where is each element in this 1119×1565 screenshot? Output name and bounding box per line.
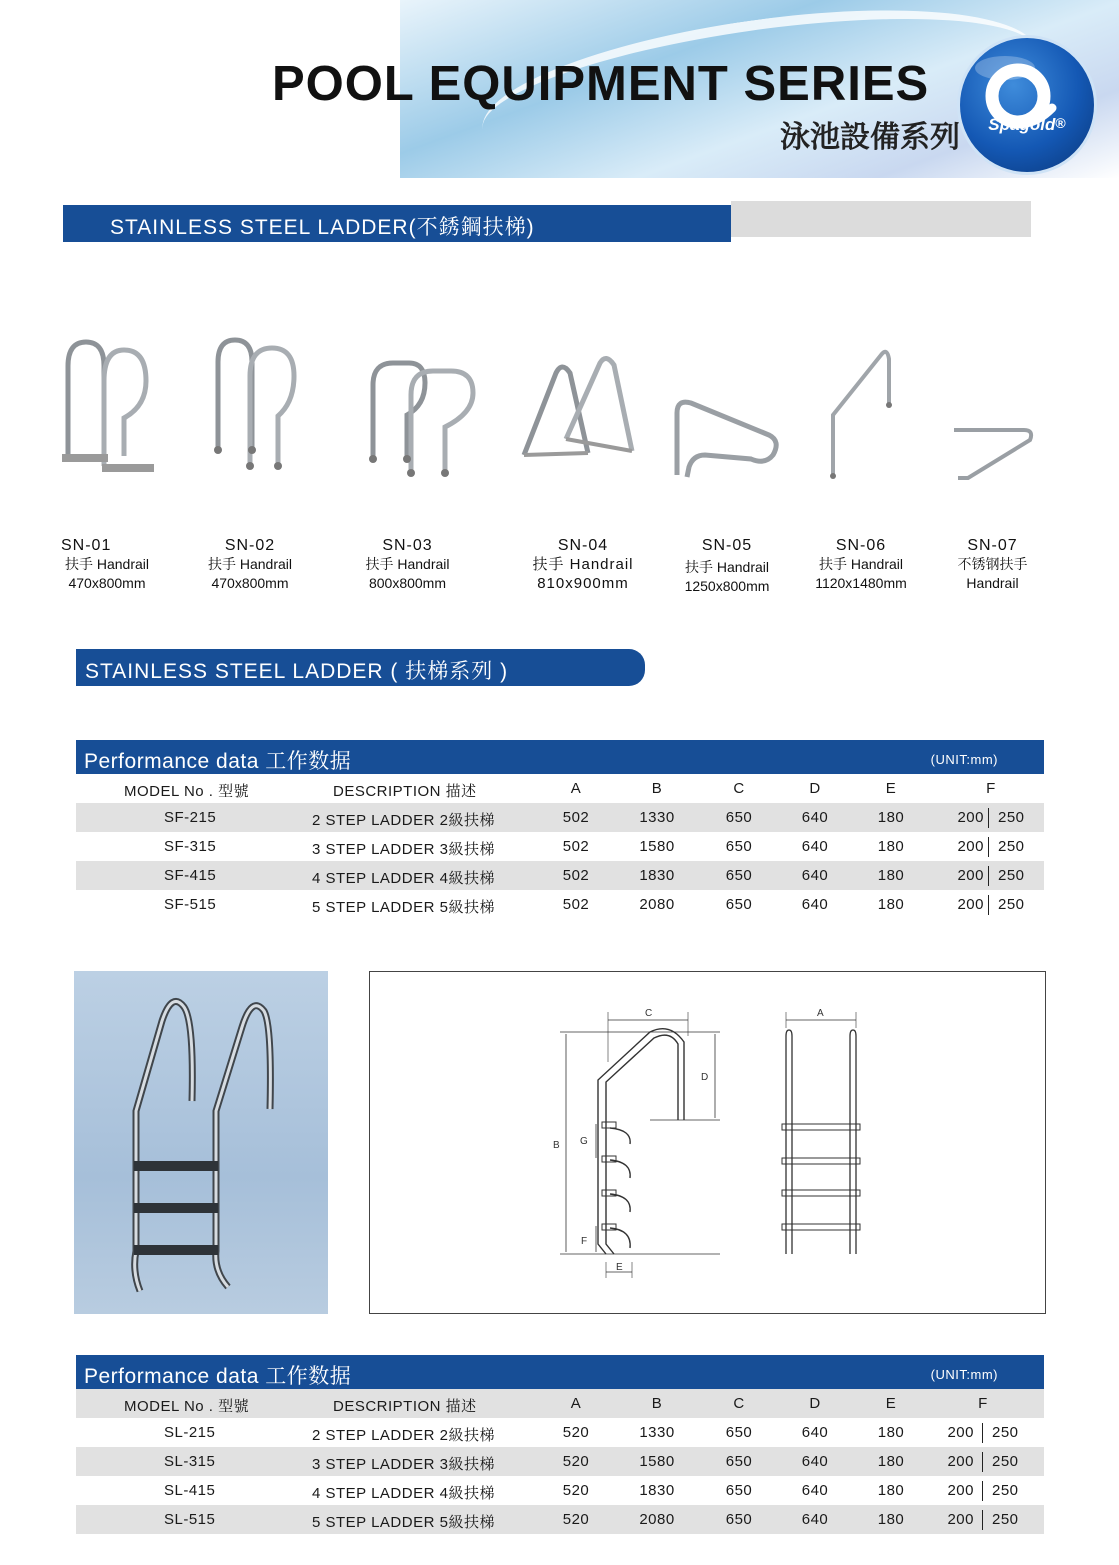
product-size: Handrail [966, 575, 1019, 591]
col-b: B [651, 780, 663, 797]
product-code: SN-07 [967, 537, 1018, 554]
cell-model: SF-215 [164, 809, 217, 826]
f-separator [982, 1452, 983, 1472]
product-desc: 扶手 Handrail [532, 556, 634, 573]
cell-b: 2080 [639, 1511, 675, 1528]
f-separator [988, 808, 989, 828]
cell-desc: 4 STEP LADDER 4級扶梯 [312, 870, 495, 887]
cell-f1: 200 [957, 838, 984, 855]
product-code: SN-01 [61, 537, 112, 554]
cell-e: 180 [877, 896, 905, 913]
product-label-sn05 [667, 536, 787, 596]
performance-table-sl [76, 1355, 1044, 1534]
f-separator [988, 837, 989, 857]
ladder-dimension-drawing [369, 971, 1046, 1314]
dim-label-b: B [553, 1140, 560, 1151]
product-label-sn03 [345, 536, 470, 593]
product-size: 1250x800mm [684, 578, 770, 594]
cell-c: 650 [725, 1453, 753, 1470]
product-image-sn01 [60, 336, 160, 486]
f-separator [982, 1481, 983, 1501]
cell-a: 520 [562, 1424, 590, 1441]
col-desc: DESCRIPTION 描述 [333, 1398, 477, 1415]
cell-desc: 3 STEP LADDER 3級扶梯 [312, 841, 495, 858]
cell-b: 1580 [639, 1453, 675, 1470]
cell-f2: 250 [992, 1424, 1019, 1441]
page-title: POOL EQUIPMENT SERIES [272, 57, 930, 111]
product-size: 470x800mm [68, 575, 146, 591]
cell-c: 650 [725, 838, 753, 855]
product-desc: 不锈钢扶手 [957, 556, 1028, 572]
cell-model: SF-315 [164, 838, 217, 855]
cell-desc: 5 STEP LADDER 5級扶梯 [312, 899, 495, 916]
f-separator [982, 1510, 983, 1530]
cell-c: 650 [725, 1511, 753, 1528]
col-e: E [885, 780, 897, 797]
col-f: F [986, 780, 996, 797]
cell-d: 640 [801, 809, 829, 826]
col-d: D [809, 1395, 821, 1412]
ladder-photo [74, 971, 328, 1314]
cell-e: 180 [877, 867, 905, 884]
cell-f2: 250 [998, 896, 1025, 913]
cell-b: 2080 [639, 896, 675, 913]
col-f: F [978, 1395, 988, 1412]
product-image-sn02 [210, 336, 310, 486]
col-c: C [733, 780, 745, 797]
section-title-ladders: STAINLESS STEEL LADDER ( 扶梯系列 ) [76, 649, 645, 686]
cell-f2: 250 [992, 1511, 1019, 1528]
product-size: 800x800mm [368, 575, 447, 591]
cell-c: 650 [725, 867, 753, 884]
col-c: C [733, 1395, 745, 1412]
cell-desc: 2 STEP LADDER 2級扶梯 [312, 1427, 495, 1444]
table-unit: (UNIT:mm) [930, 752, 998, 767]
table-row [76, 832, 1044, 861]
col-e: E [885, 1395, 897, 1412]
cell-b: 1830 [639, 867, 675, 884]
table-row [76, 803, 1044, 832]
product-image-sn07 [948, 420, 1038, 490]
cell-b: 1330 [639, 809, 675, 826]
product-code: SN-02 [224, 537, 276, 554]
performance-table-sf [76, 740, 1044, 919]
cell-d: 640 [801, 1424, 829, 1441]
col-d: D [809, 780, 821, 797]
section-bar-grey [731, 201, 1031, 237]
cell-a: 520 [562, 1482, 590, 1499]
cell-a: 520 [562, 1511, 590, 1528]
cell-f2: 250 [998, 809, 1025, 826]
table-title: Performance data 工作数据 [84, 1365, 352, 1388]
cell-b: 1580 [639, 838, 675, 855]
cell-model: SF-515 [164, 896, 217, 913]
table-header-bar [76, 740, 1044, 774]
product-label-sn04 [522, 536, 644, 593]
cell-e: 180 [877, 1453, 905, 1470]
table-row [76, 1418, 1044, 1447]
product-label-sn07 [940, 536, 1045, 593]
cell-desc: 2 STEP LADDER 2級扶梯 [312, 812, 495, 829]
cell-d: 640 [801, 838, 829, 855]
cell-a: 502 [562, 838, 590, 855]
cell-a: 502 [562, 896, 590, 913]
product-size: 470x800mm [211, 575, 289, 591]
cell-model: SL-315 [164, 1453, 216, 1470]
table-column-headers [76, 1389, 1044, 1418]
cell-b: 1830 [639, 1482, 675, 1499]
dim-label-g: G [580, 1136, 588, 1147]
product-size: 1120x1480mm [815, 575, 907, 591]
cell-desc: 5 STEP LADDER 5級扶梯 [312, 1514, 495, 1531]
product-size: 810x900mm [537, 575, 629, 592]
dim-label-e: E [616, 1262, 623, 1273]
col-desc: DESCRIPTION 描述 [333, 783, 477, 800]
cell-f1: 200 [947, 1453, 974, 1470]
cell-d: 640 [801, 867, 829, 884]
product-label-sn01 [47, 536, 167, 593]
product-code: SN-03 [382, 537, 433, 554]
col-a: A [570, 1395, 582, 1412]
cell-desc: 3 STEP LADDER 3級扶梯 [312, 1456, 495, 1473]
product-code: SN-04 [557, 537, 609, 554]
cell-f2: 250 [992, 1453, 1019, 1470]
cell-f1: 200 [947, 1482, 974, 1499]
table-row [76, 890, 1044, 919]
cell-f2: 250 [998, 867, 1025, 884]
cell-e: 180 [877, 1511, 905, 1528]
col-b: B [651, 1395, 663, 1412]
cell-d: 640 [801, 1482, 829, 1499]
product-desc: 扶手 Handrail [64, 556, 150, 572]
product-image-sn03 [365, 355, 490, 485]
f-separator [988, 895, 989, 915]
product-desc: 扶手 Handrail [207, 556, 293, 572]
cell-c: 650 [725, 896, 753, 913]
f-separator [988, 866, 989, 886]
logo-wave-icon [960, 38, 1094, 172]
table-row [76, 1505, 1044, 1534]
f-separator [982, 1423, 983, 1443]
cell-e: 180 [877, 838, 905, 855]
cell-model: SF-415 [164, 867, 217, 884]
cell-f2: 250 [998, 838, 1025, 855]
cell-d: 640 [801, 1453, 829, 1470]
table-row [76, 1476, 1044, 1505]
product-image-sn06 [825, 345, 900, 485]
product-desc: 扶手 Handrail [818, 556, 904, 572]
cell-e: 180 [877, 809, 905, 826]
product-image-sn05 [665, 395, 785, 490]
dim-label-a: A [817, 1008, 824, 1019]
cell-a: 502 [562, 809, 590, 826]
product-desc: 扶手 Handrail [684, 559, 770, 575]
cell-b: 1330 [639, 1424, 675, 1441]
cell-f1: 200 [957, 809, 984, 826]
section-title-handrails: STAINLESS STEEL LADDER(不銹鋼扶梯) [63, 205, 731, 242]
table-title: Performance data 工作数据 [84, 750, 352, 773]
col-model: MODEL No . 型號 [124, 1398, 250, 1415]
cell-desc: 4 STEP LADDER 4級扶梯 [312, 1485, 495, 1502]
dim-label-d: D [701, 1072, 709, 1083]
cell-model: SL-215 [164, 1424, 216, 1441]
product-label-sn02 [190, 536, 310, 593]
cell-c: 650 [725, 809, 753, 826]
table-row [76, 861, 1044, 890]
product-code: SN-05 [701, 537, 753, 554]
product-desc: 扶手 Handrail [365, 556, 450, 572]
product-image-sn04 [518, 355, 643, 480]
cell-f2: 250 [992, 1482, 1019, 1499]
cell-d: 640 [801, 896, 829, 913]
table-row [76, 1447, 1044, 1476]
cell-f1: 200 [957, 896, 984, 913]
dim-label-f: F [581, 1236, 588, 1247]
cell-model: SL-515 [164, 1511, 216, 1528]
page-subtitle: 泳池設備系列 [780, 120, 960, 155]
cell-f1: 200 [947, 1424, 974, 1441]
logo-text: Spagold® [988, 115, 1066, 134]
cell-c: 650 [725, 1482, 753, 1499]
product-code: SN-06 [835, 537, 887, 554]
col-a: A [570, 780, 582, 797]
dim-label-c: C [645, 1008, 653, 1019]
table-header-bar [76, 1355, 1044, 1389]
table-unit: (UNIT:mm) [930, 1367, 998, 1382]
col-model: MODEL No . 型號 [124, 783, 250, 800]
cell-f1: 200 [947, 1511, 974, 1528]
product-label-sn06 [800, 536, 922, 593]
cell-e: 180 [877, 1424, 905, 1441]
table-column-headers [76, 774, 1044, 803]
cell-c: 650 [725, 1424, 753, 1441]
cell-f1: 200 [957, 867, 984, 884]
cell-e: 180 [877, 1482, 905, 1499]
cell-a: 502 [562, 867, 590, 884]
cell-model: SL-415 [164, 1482, 216, 1499]
cell-a: 520 [562, 1453, 590, 1470]
spagold-logo [960, 38, 1094, 172]
cell-d: 640 [801, 1511, 829, 1528]
